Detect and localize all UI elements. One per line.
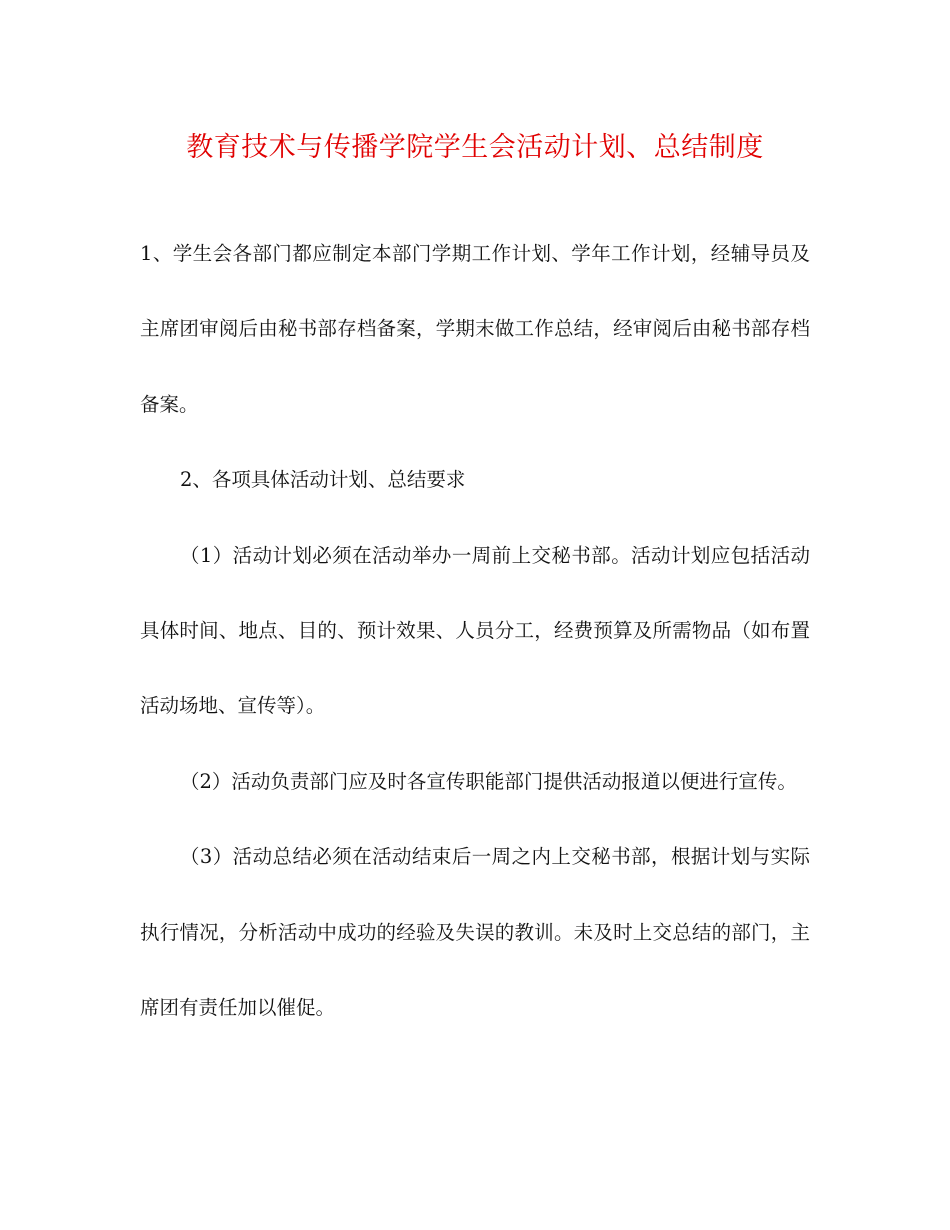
paragraph-5: （3）活动总结必须在活动结束后一周之内上交秘书部，根据计划与实际执行情况，分析活动中成功的经验及失误的教训。未及时上交总结的部门，主席团有责任加以催促。 [140, 845, 810, 1020]
paragraph-2: 2、各项具体活动计划、总结要求 [180, 468, 466, 492]
paragraph-4: （2）活动负责部门应及时各宣传职能部门提供活动报道以便进行宣传。 [180, 769, 797, 793]
paragraph-1: 1、学生会各部门都应制定本部门学期工作计划、学年工作计划，经辅导员及主席团审阅后由秘书部存档备案，学期末做工作总结，经审阅后由秘书部存档备案。 [140, 242, 810, 416]
document-title: 教育技术与传播学院学生会活动计划、总结制度 [186, 132, 764, 163]
document-body [140, 216, 810, 1045]
paragraph-3: （1）活动计划必须在活动举办一周前上交秘书部。活动计划应包括活动具体时间、地点、目的、预计效果、人员分工，经费预算及所需物品（如布置活动场地、宣传等）。 [140, 543, 810, 718]
